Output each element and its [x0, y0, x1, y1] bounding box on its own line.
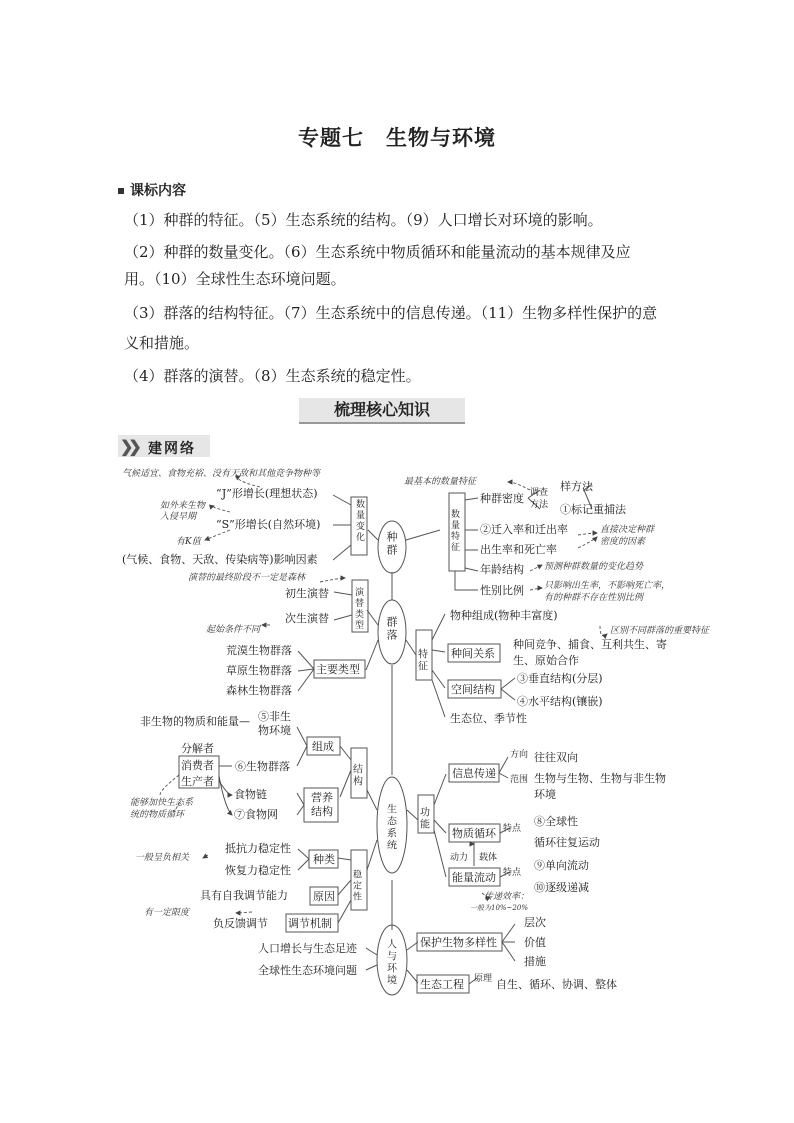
map-label: 动力 — [450, 853, 469, 863]
map-label: 方向 — [510, 750, 529, 760]
map-label: 特点 — [503, 868, 522, 878]
page-title: 专题七 生物与环境 — [298, 126, 496, 150]
map-label: ①标记重捕法 — [560, 503, 626, 516]
hw-note: 最基本的数量特征 — [404, 477, 477, 487]
curriculum-label: 课标内容 — [118, 180, 186, 200]
double-chevron-icon: ❯❯ — [120, 437, 137, 456]
map-label: 载体 — [479, 853, 498, 863]
map-label: 生、原始合作 — [513, 654, 579, 667]
hw-note: 能够加快生态系 — [130, 798, 194, 808]
hw-note: 密度的因素 — [600, 537, 646, 547]
hw-note: 入侵早期 — [160, 512, 197, 522]
section-banner: 梳理核心知识 — [299, 398, 465, 424]
map-label: 保护生物多样性 — [420, 936, 497, 949]
map-label: 分解者 — [181, 742, 214, 755]
hw-note: 一般呈负相关 — [135, 853, 190, 863]
node-human-env: 人与环境 — [387, 939, 397, 987]
network-label: 建网络 — [148, 441, 196, 457]
map-label: 森林生物群落 — [226, 684, 292, 697]
curriculum-line: （4）群落的演替。（8）生态系统的稳定性。 — [124, 367, 421, 385]
map-label: ⑨单向流动 — [534, 859, 589, 872]
map-label: 恢复力稳定性 — [225, 864, 291, 877]
hw-note: 直接决定种群 — [600, 525, 655, 535]
map-label: 种间竞争、捕食、互利共生、寄 — [513, 638, 667, 651]
node-succession-type: 演替类型 — [354, 587, 365, 631]
map-label: (气候、食物、天敌、传染病等)影响因素 — [122, 553, 318, 566]
map-label: ③垂直结构(分层) — [517, 672, 603, 685]
node-stability: 稳定性 — [352, 870, 363, 903]
map-label: 性别比例 — [480, 584, 524, 597]
node-main-type: 主要类型 — [316, 663, 360, 676]
map-label: 种群密度 — [480, 492, 524, 505]
map-label: 出生率和死亡率 — [480, 543, 557, 556]
map-label: 范围 — [510, 775, 529, 785]
node-mechanism: 调节机制 — [288, 917, 332, 930]
hw-note: 有K值 — [176, 537, 201, 547]
curriculum-line: 义和措施。 — [124, 334, 200, 352]
map-label: 环境 — [534, 788, 556, 801]
map-label: 荒漠生物群落 — [226, 644, 292, 657]
map-label: 层次 — [524, 916, 546, 929]
map-label: 自生、循环、协调、整体 — [496, 978, 617, 991]
curriculum-line: （1）种群的特征。（5）生态系统的结构。（9）人口增长对环境的影响。 — [124, 211, 603, 229]
hw-note: 如外来生物 — [160, 501, 206, 511]
map-label: 营养 — [311, 791, 333, 804]
map-label: 次生演替 — [285, 612, 329, 625]
hw-note: 有一定限度 — [144, 908, 190, 918]
map-label: 种间关系 — [451, 647, 495, 660]
map-label: ⑥生物群落 — [235, 760, 290, 773]
node-function: 功能 — [420, 807, 430, 831]
map-label: 负反馈调节 — [213, 917, 268, 930]
node-types: 种类 — [313, 853, 335, 866]
hw-note: 只影响出生率，不影响死亡率， — [544, 581, 671, 591]
hw-note: 演替的最终阶段不一定是森林 — [188, 573, 306, 583]
map-label: ⑦食物网 — [234, 808, 278, 821]
map-label: 人口增长与生态足迹 — [258, 942, 357, 955]
map-label: 生态工程 — [420, 978, 464, 991]
hw-note: 区别不同群落的重要特征 — [610, 626, 710, 636]
map-label: 具有自我调节能力 — [200, 889, 288, 902]
node-structure: 结构 — [353, 764, 363, 788]
map-label: 物种组成(物种丰富度) — [450, 609, 558, 622]
node-population: 种群 — [386, 530, 398, 557]
map-label: ②迁入率和迁出率 — [480, 523, 568, 536]
map-label: 调查 — [530, 488, 549, 498]
map-label: 全球性生态环境问题 — [258, 964, 357, 977]
map-label: 初生演替 — [285, 587, 329, 600]
map-label: 方法 — [530, 500, 549, 510]
map-label: 价值 — [524, 936, 546, 949]
hw-note: 传递效率： — [484, 892, 530, 902]
map-label: 抵抗力稳定性 — [225, 842, 291, 855]
map-label: 特点 — [503, 824, 522, 834]
node-ecosystem: 生态系统 — [387, 804, 397, 852]
curriculum-line: （3）群落的结构特征。（7）生态系统中的信息传递。（11）生物多样性保护的意 — [124, 304, 658, 322]
node-components: 组成 — [312, 740, 334, 753]
node-quantity-feature: 数量特征 — [450, 509, 461, 553]
map-label: 能量流动 — [452, 871, 496, 884]
map-label: 往往双向 — [534, 751, 578, 764]
map-label: 非生物的物质和能量— — [140, 715, 250, 728]
hw-note: 气候适宜、食物充裕、没有天敌和其他竞争物种等 — [122, 469, 321, 479]
map-label: 生态位、季节性 — [450, 712, 527, 725]
map-label: 生物与生物、生物与非生物 — [534, 772, 666, 785]
map-label: 循环往复运动 — [534, 836, 600, 849]
map-label: 结构 — [311, 805, 333, 818]
map-label: 措施 — [524, 955, 546, 968]
map-label: 空间结构 — [451, 683, 495, 696]
map-label: 样方法 — [560, 480, 593, 493]
map-label: ⑩逐级递减 — [534, 881, 589, 894]
curriculum-line: 用。（10）全球性生态环境问题。 — [124, 270, 346, 288]
map-label: ⑧全球性 — [534, 815, 578, 828]
curriculum-line: （2）种群的数量变化。（6）生态系统中物质循环和能量流动的基本规律及应 — [124, 243, 631, 261]
hw-note: 起始条件不同 — [206, 625, 261, 635]
hw-note: 预测种群数量的变化趋势 — [544, 562, 644, 572]
node-quantity-change: 数量变化 — [355, 499, 366, 543]
node-reason: 原因 — [313, 890, 335, 903]
node-community: 群落 — [386, 615, 398, 642]
map-label: 物质循环 — [452, 827, 496, 840]
map-label: 食物链 — [234, 788, 267, 801]
map-label: 草原生物群落 — [226, 664, 292, 677]
hw-note: 一般为10%~20% — [470, 904, 528, 912]
map-label: 信息传递 — [452, 767, 496, 780]
hw-note: 统的物质循环 — [130, 810, 185, 820]
hw-note: 有的种群不存在性别比例 — [544, 593, 644, 603]
map-label: ④水平结构(镶嵌) — [517, 695, 603, 708]
map-label: 物环境 — [258, 724, 291, 737]
map-label: “S”形增长(自然环境) — [216, 518, 321, 531]
map-label: ⑤非生 — [258, 710, 291, 723]
map-label: 消费者 — [181, 759, 214, 772]
map-label: 原理 — [474, 974, 493, 984]
map-label: “J”形增长(理想状态) — [216, 487, 318, 500]
map-label: 年龄结构 — [480, 563, 524, 576]
node-feature: 特征 — [418, 649, 428, 673]
map-label: 生产者 — [181, 775, 214, 788]
